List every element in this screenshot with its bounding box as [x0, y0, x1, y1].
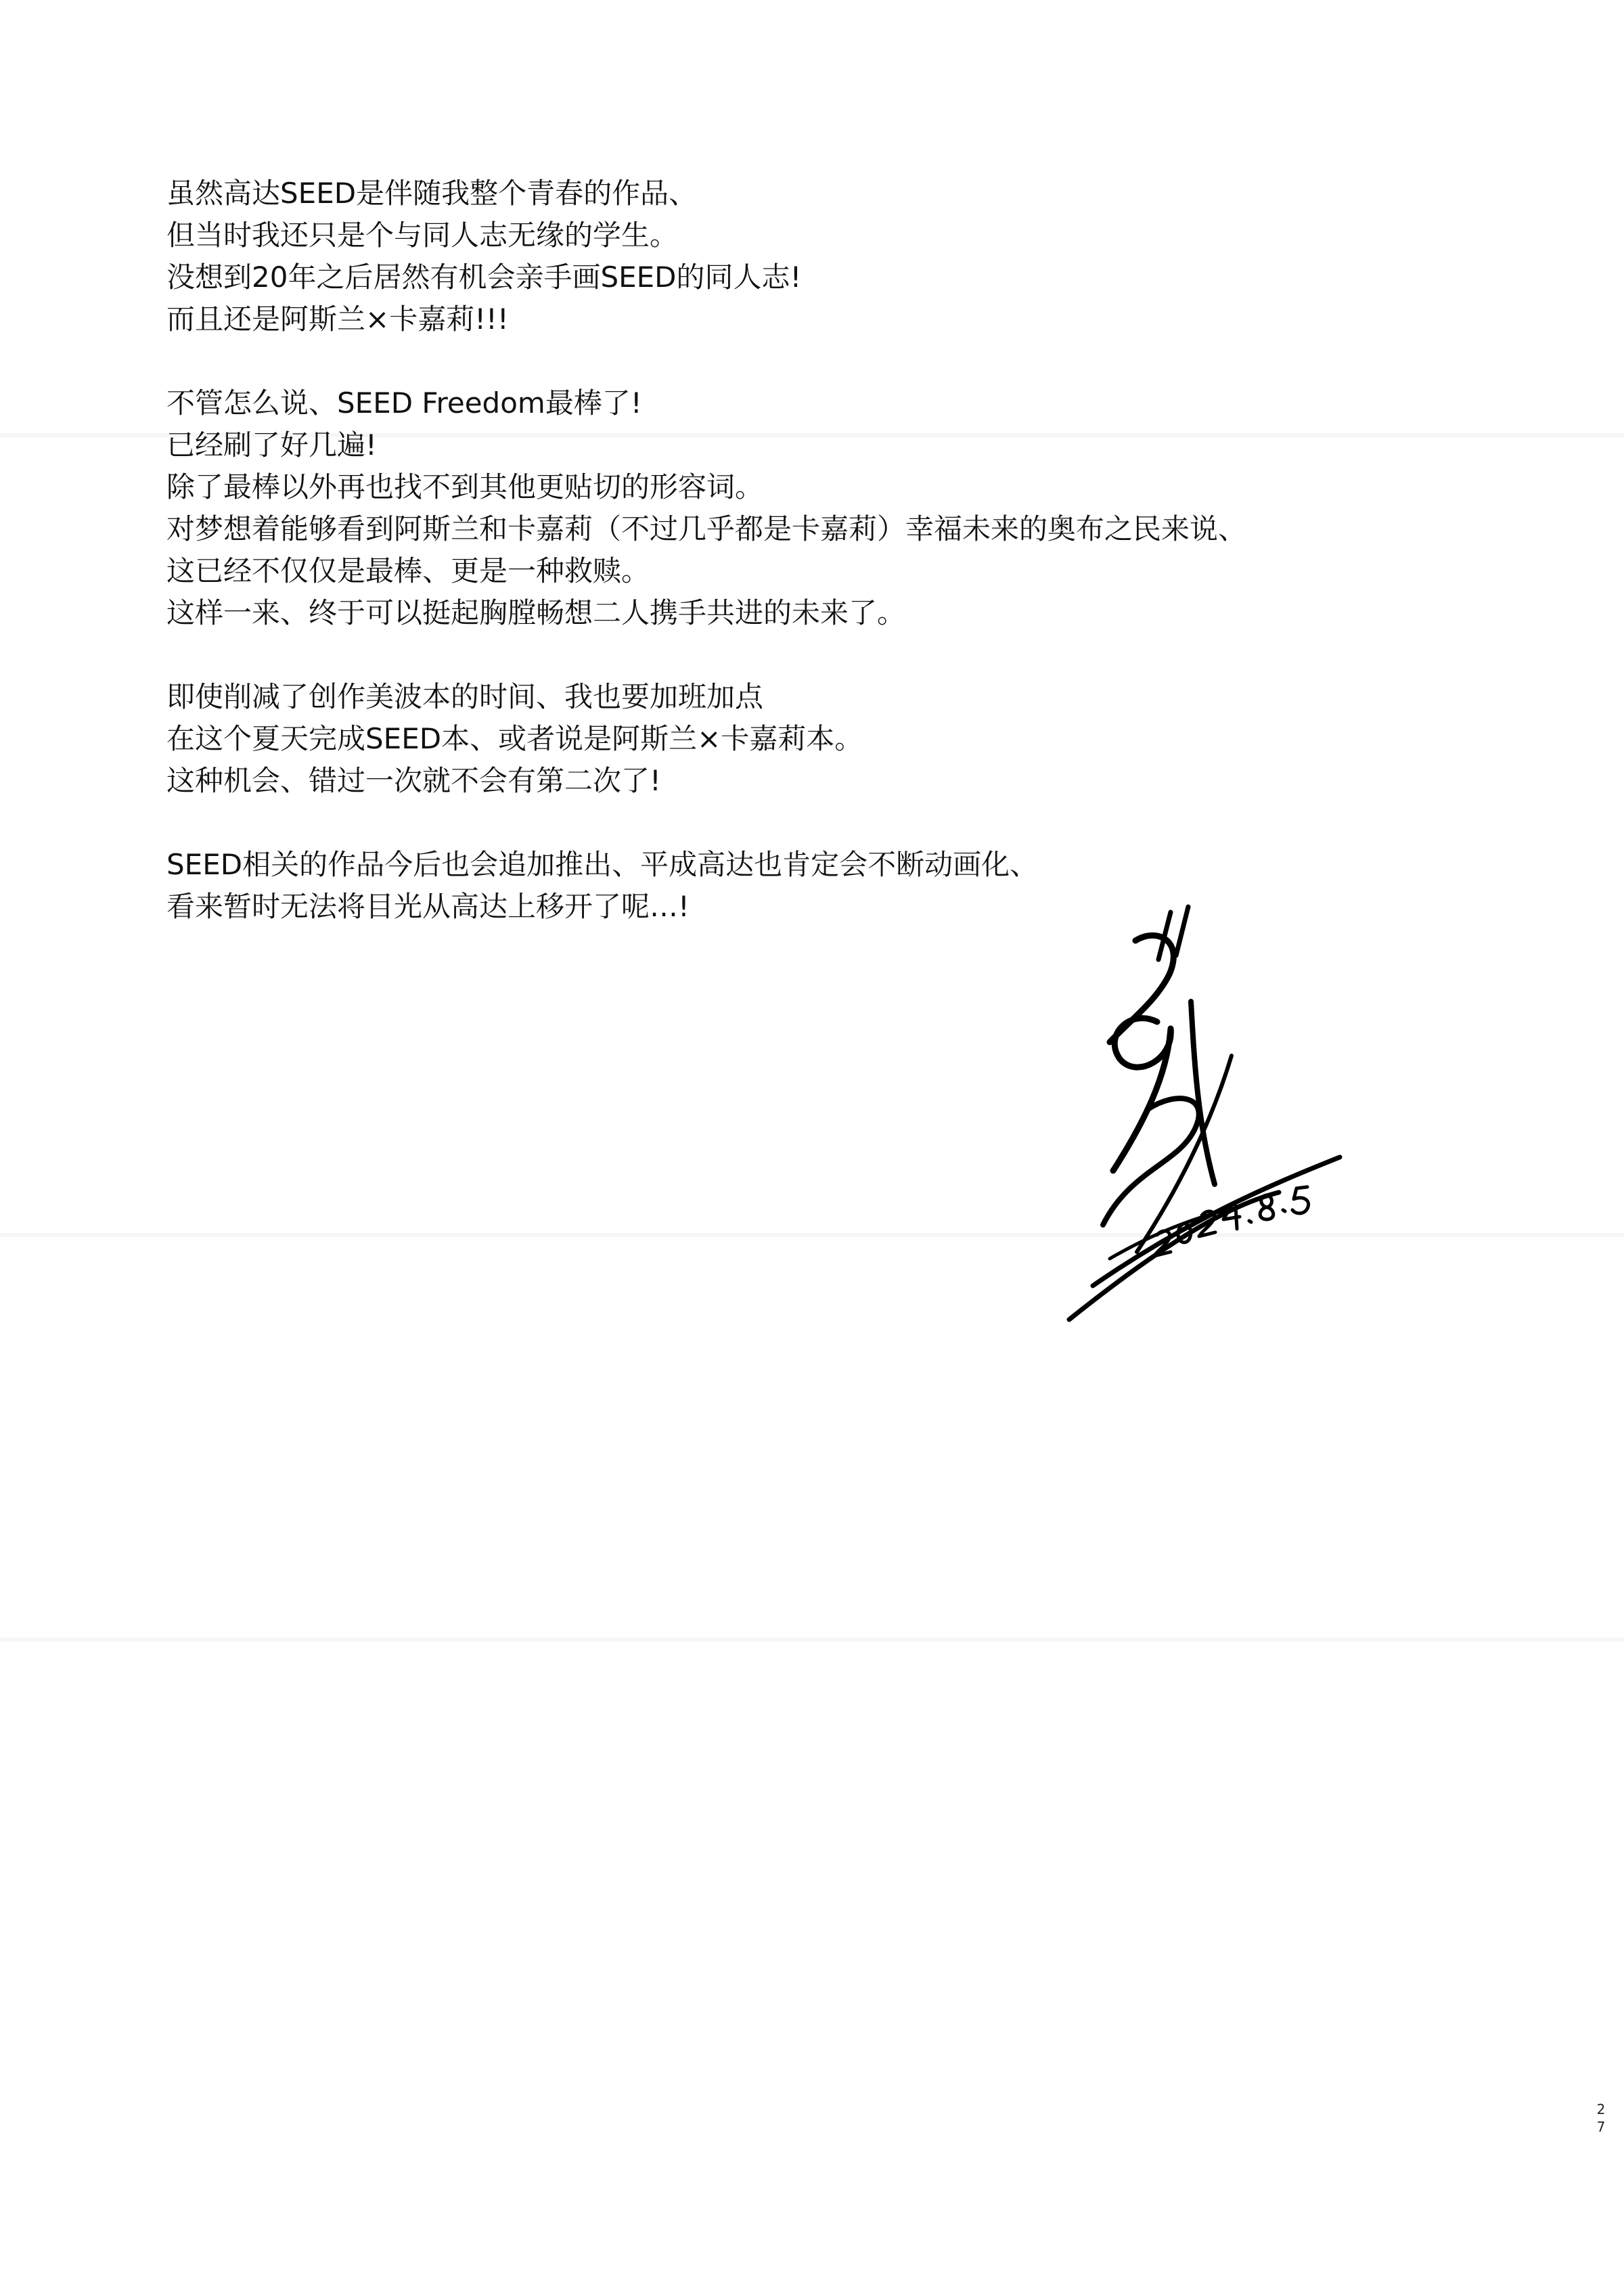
text-line: 而且还是阿斯兰×卡嘉莉!!!: [166, 302, 509, 336]
paragraph-2: [166, 382, 1452, 634]
text-line: 没想到20年之后居然有机会亲手画SEED的同人志!: [166, 261, 802, 294]
text-line: 这样一来、终于可以挺起胸膛畅想二人携手共进的未来了。: [166, 596, 906, 629]
page-number: [1593, 2100, 1609, 2136]
text-line: 虽然高达SEED是伴随我整个青春的作品、: [166, 177, 698, 210]
text-line: 这种机会、错过一次就不会有第二次了!: [166, 764, 661, 797]
text-line: 在这个夏天完成SEED本、或者说是阿斯兰×卡嘉莉本。: [166, 722, 863, 755]
text-line: 即使削减了创作美波本的时间、我也要加班加点: [166, 680, 764, 713]
text-line: 看来暂时无法将目光从高达上移开了呢…!: [166, 890, 690, 923]
text-line: 不管怎么说、SEED Freedom最棒了!: [166, 386, 642, 420]
page-number-digit: 2: [1596, 2101, 1606, 2117]
scan-band: [0, 1638, 1624, 1642]
text-line: 已经刷了好几遍!: [166, 428, 377, 462]
handwritten-signature: [1056, 900, 1367, 1333]
text-line: 对梦想着能够看到阿斯兰和卡嘉莉（不过几乎都是卡嘉莉）幸福未来的奥布之民来说、: [166, 512, 1247, 545]
paragraph-3: [166, 676, 1452, 802]
text-line: SEED相关的作品今后也会追加推出、平成高达也肯定会不断动画化、: [166, 848, 1039, 881]
paragraph-1: [166, 173, 1452, 340]
text-line: 这已经不仅仅是最棒、更是一种救赎。: [166, 554, 650, 587]
afterword-text: [166, 173, 1452, 928]
text-line: 除了最棒以外再也找不到其他更贴切的形容词。: [166, 470, 764, 503]
text-line: 但当时我还只是个与同人志无缘的学生。: [166, 219, 679, 252]
scan-band: [0, 1233, 1624, 1237]
page-number-digit: 7: [1596, 2119, 1606, 2135]
